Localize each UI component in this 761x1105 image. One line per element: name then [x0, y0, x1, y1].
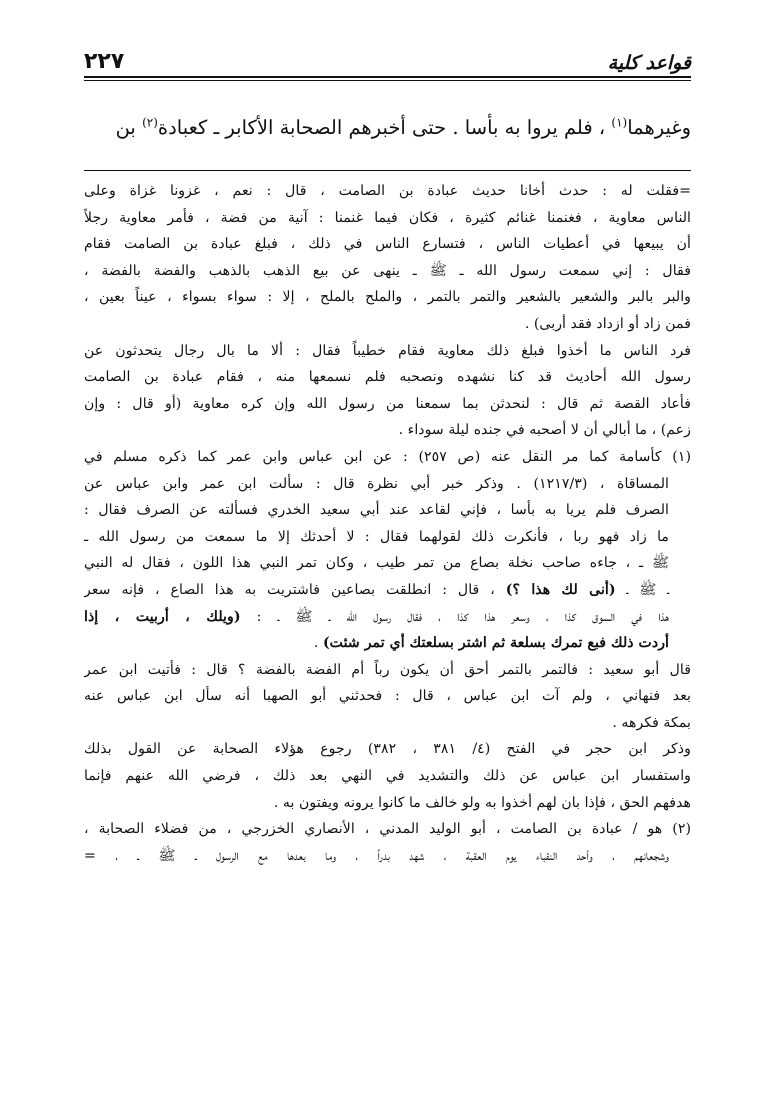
footnote-line: فرد الناس ما أخذوا فبلغ ذلك معاوية فقام خطيباً فقال : ألا ما بال رجال يتحدثون عن: [84, 342, 691, 359]
footnote-line: ما زاد فهو ربا ، فأنكرت ذلك لقولهما فقال : لا أحدثك إلا ما سمعت من رسول الله ـ: [84, 528, 669, 545]
running-header: [84, 44, 691, 74]
footnote-continuation-para-1: [84, 178, 691, 338]
hadith-quote: أردت ذلك فبع تمرك بسلعة ثم اشتر بسلعتك أي تمر شئت): [322, 635, 669, 652]
footnote-1: [84, 444, 691, 657]
footnote-line: فمن زاد أو ازداد فقد أربى) .: [524, 315, 691, 332]
footnote-ref-1[interactable]: (١): [611, 115, 628, 130]
footnote-1-continuation: [84, 657, 691, 737]
footnote-line-end: ، قال : انطلقت بصاعين فاشتريت به هذا الصاع ، فإنه سعر: [84, 581, 506, 598]
footnote-line: فقال : إني سمعت رسول الله ـ ﷺ ـ ينهى عن بيع الذهب بالذهب والفضة بالفضة ،: [84, 262, 691, 279]
footnote-line: أن يبيعها في أعطيات الناس ، فتسارع الناس في ذلك ، فبلغ عبادة بن الصامت فقام: [84, 236, 691, 253]
header-rule: [84, 76, 691, 78]
book-title: قواعد كلية: [607, 52, 691, 74]
header-rule-thin: [84, 80, 691, 81]
footnote-line: والبر بالبر والشعير بالشعير والتمر بالتمر ، والملح بالملح ، إلا : سواء بسواء ، عيناً بعين ،: [84, 289, 691, 306]
footnote-line: (١) كأسامة كما مر النقل عنه (ص ٢٥٧) : عن ابن عباس وابن عمر كما ذكره مسلم في: [84, 448, 691, 465]
footnote-line: =فقلت له : حدث أخانا حديث عبادة بن الصامت ، قال : نعم ، غزونا غزاة وعلى: [84, 183, 691, 199]
footnote-line: فأعاد القصة ثم قال : لنحدثن بما سمعنا من رسول الله وإن كره معاوية (أو قال : وإن: [84, 395, 691, 412]
footnote-line: بمكة فكرهه .: [612, 714, 691, 731]
footnote-line-end: .: [313, 635, 323, 652]
footnote-line-start: ـ ﷺ ـ: [615, 581, 670, 598]
footnote-line: بعد فنهاني ، ولم آت ابن عباس ، قال : فحدثني أبو الصهبا أنه سأل ابن عباس عنه: [84, 688, 691, 705]
footnote-ref-2[interactable]: (٢): [142, 115, 158, 130]
footnote-line: وشجعانهم ، وأحد النقباء يوم العقبة ، شهد بدراً ، وما بعدها مع الرسول ـ ﷺ ـ ، =: [84, 847, 669, 864]
page-number: ٢٢٧: [84, 49, 125, 74]
hadith-quote: (أنى لك هذا ؟): [505, 581, 616, 598]
main-text-line: [84, 110, 691, 146]
footnote-2: [84, 816, 691, 869]
footnote-1-ibn-hajar: [84, 736, 691, 816]
footnote-line: هدفهم الحق ، فإذا بان لهم أخذوا به ولو خالف ما كانوا يرونه ويفتون به .: [273, 794, 691, 811]
footnote-separator: [84, 170, 691, 171]
footnote-line: [84, 630, 691, 657]
footnote-line: الصرف فلم يريا به بأسا ، فإني لقاعد عند أبي سعيد الخدري فسألته عن الصرف فقال :: [84, 502, 669, 519]
main-text-start: وغيرهما: [627, 116, 691, 139]
footnote-continuation-para-2: [84, 338, 691, 444]
footnote-line: واستفسار ابن عباس عن ذلك والتشديد في النهي بعد ذلك ، فرضي الله عنهم فإنما: [84, 768, 691, 785]
footnote-line: (٢) هو / عبادة بن الصامت ، أبو الوليد المدني ، الأنصاري الخزرجي ، من فضلاء الصحابة ،: [84, 821, 691, 838]
footnote-line: وذكر ابن حجر في الفتح (٤/ ٣٨١ ، ٣٨٢) رجوع هؤلاء الصحابة عن القول بذلك: [84, 741, 691, 758]
footnote-line: [84, 604, 691, 631]
main-text-end: بن: [115, 116, 143, 139]
footnotes: [84, 178, 691, 869]
footnote-line: ﷺ ـ ، جاءه صاحب نخلة بصاع من تمر طيب ، وكان تمر النبي هذا اللون ، فقال له النبي: [84, 555, 669, 572]
footnote-line: زعم) ، ما أبالي أن لا أصحبه في جنده ليلة سوداء .: [398, 422, 691, 439]
footnote-line-start: هذا في السوق كذا ، وسعر هذا كذا ، فقال رسول الله ـ ﷺ ـ :: [240, 608, 669, 625]
footnote-line: [84, 577, 691, 604]
footnote-line: قال أبو سعيد : فالتمر بالتمر أحق أن يكون رباً أم الفضة بالفضة ؟ قال : فأتيت ابن عمر: [84, 661, 691, 678]
footnote-line: رسول الله أحاديث قد كنا نشهده ونصحبه فلم نسمعها منه ، فقام عبادة بن الصامت: [84, 369, 691, 386]
main-text-middle: ، فلم يروا به بأسا . حتى أخبرهم الصحابة الأكابر ـ كعبادة: [157, 116, 612, 139]
footnote-line: المساقاة ، (١٢١٧/٣) . وذكر خبر أبي نظرة قال : سألت ابن عمر وابن عباس عن: [84, 475, 670, 492]
footnote-line: الناس معاوية ، فغنمنا غنائم كثيرة ، فكان فيما غنمنا : آنية من فضة ، فأمر معاوية رجلاً: [84, 209, 691, 226]
hadith-quote: (ويلك ، أربيت ، إذا: [84, 608, 241, 625]
